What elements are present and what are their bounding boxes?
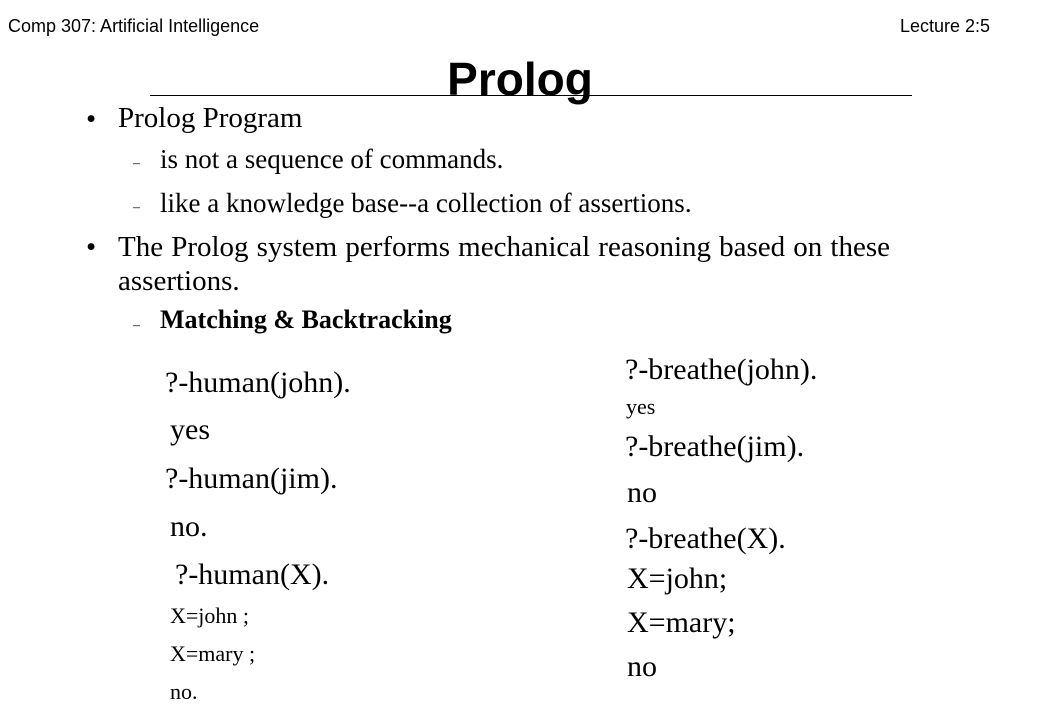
bullet-icon: • (86, 103, 97, 135)
course-header: Comp 307: Artificial Intelligence (8, 16, 260, 36)
answer-no: no. (170, 510, 208, 543)
answer-x-john: X=john ; (170, 603, 250, 628)
sub-bullet-knowledge-base: like a knowledge base--a collection of assertions. (160, 188, 692, 218)
query-human-x: ?-human(X). (175, 558, 330, 591)
answer-x-john: X=john; (627, 562, 728, 595)
dash-icon: – (133, 156, 140, 171)
title-underline (150, 95, 912, 96)
answer-yes: yes (170, 413, 210, 446)
answer-no: no (627, 476, 657, 509)
query-breathe-x: ?-breathe(X). (625, 522, 786, 555)
sub-bullet-matching-backtracking: Matching & Backtracking (160, 305, 452, 334)
query-human-john: ?-human(john). (165, 366, 351, 399)
query-human-jim: ?-human(jim). (165, 462, 338, 495)
dash-icon: – (133, 200, 140, 215)
answer-yes: yes (626, 394, 656, 419)
lecture-number: Lecture 2:5 (899, 16, 990, 36)
query-breathe-jim: ?-breathe(jim). (625, 430, 805, 463)
answer-no-final: no. (170, 679, 198, 704)
sub-bullet-not-sequence: is not a sequence of commands. (160, 144, 504, 174)
answer-x-mary: X=mary; (627, 606, 736, 639)
bullet-prolog-program: Prolog Program (118, 102, 303, 134)
answer-x-mary: X=mary ; (170, 641, 256, 666)
query-breathe-john: ?-breathe(john). (625, 353, 818, 386)
dash-icon: – (133, 318, 140, 333)
answer-no-final: no (627, 650, 657, 683)
bullet-reasoning: The Prolog system performs mechanical reasoning based on these assertions. (118, 231, 890, 297)
slide-title: Prolog (447, 53, 593, 105)
bullet-icon: • (86, 231, 97, 263)
